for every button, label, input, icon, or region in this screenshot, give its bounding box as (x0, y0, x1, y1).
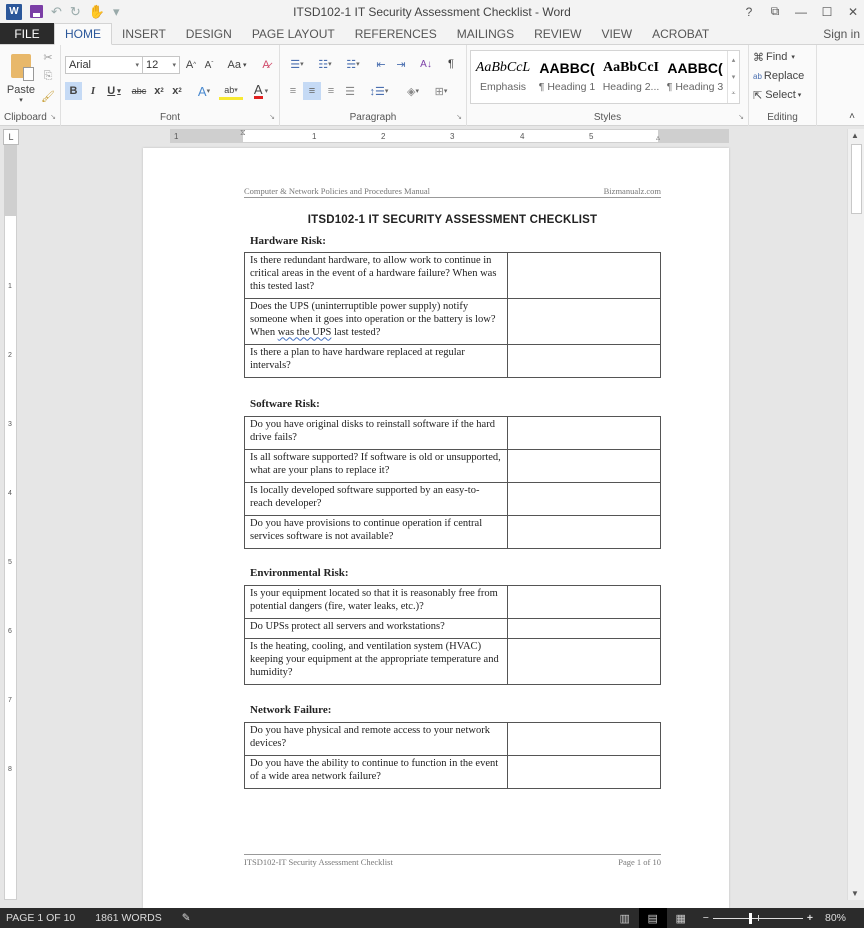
vertical-scrollbar[interactable] (847, 129, 864, 900)
zoom-in-icon[interactable]: + (806, 912, 813, 924)
network-failure-table (244, 722, 661, 789)
word-count[interactable]: 1861 WORDS (95, 912, 162, 924)
table-row: Is there redundant hardware, to allow work to continue in critical areas in the event of a hardware failure? When was this tested last? (245, 253, 661, 299)
section-heading-hardware: Hardware Risk: (250, 235, 326, 247)
hardware-risk-table (244, 252, 661, 378)
answer-cell[interactable] (508, 483, 661, 516)
section-heading-environmental: Environmental Risk: (250, 567, 349, 579)
font-size-select[interactable]: 12 ▾ (142, 56, 180, 74)
quick-access-toolbar (0, 0, 120, 23)
style-emphasis[interactable]: AaBbCcL Emphasis (475, 60, 531, 93)
answer-cell[interactable] (508, 639, 661, 685)
binoculars-icon: ⌘ (753, 51, 764, 64)
document-title: ITSD102-1 IT SECURITY ASSESSMENT CHECKLIST (307, 214, 598, 226)
align-center-icon[interactable]: ≡ (303, 82, 321, 100)
web-layout-icon[interactable]: ▦ (675, 912, 686, 925)
title-bar (0, 0, 864, 23)
multilevel-list-icon[interactable]: ☵ ▾ (346, 58, 360, 71)
minimize-button[interactable]: — (795, 4, 807, 19)
answer-cell[interactable] (508, 345, 661, 378)
format-painter-icon[interactable]: 🖌 (41, 90, 55, 103)
align-right-icon[interactable]: ≡ (327, 85, 335, 97)
clipboard-group (0, 45, 61, 126)
change-case-button[interactable]: Aa ▾ (227, 59, 247, 71)
document-page[interactable] (143, 148, 729, 908)
table-row: Do you have the ability to continue to function in the event of a wide area network failure? (245, 756, 661, 789)
bold-button[interactable]: B (65, 82, 82, 100)
redo-icon[interactable]: ↻ (69, 3, 81, 19)
answer-cell[interactable] (508, 619, 661, 639)
align-left-icon[interactable]: ≡ (289, 85, 297, 97)
answer-cell[interactable] (508, 723, 661, 756)
strikethrough-button[interactable]: abc (131, 86, 147, 96)
line-spacing-icon[interactable]: ↕☰ ▾ (369, 85, 389, 98)
style-heading-3[interactable]: AABBC( ¶ Heading 3 (666, 60, 724, 93)
paste-button[interactable]: Paste ▾ (6, 49, 36, 109)
zoom-slider[interactable] (703, 912, 813, 924)
page-header: Computer & Network Policies and Procedures Manual Bizmanualz.com (244, 186, 661, 196)
read-mode-icon[interactable]: ▥ (619, 912, 630, 925)
table-row: Is there a plan to have hardware replaced at regular intervals? (245, 345, 661, 378)
answer-cell[interactable] (508, 756, 661, 789)
paragraph-group (280, 45, 467, 126)
clear-formatting-icon[interactable]: A̷ (262, 59, 270, 71)
tab-design[interactable]: DESIGN (185, 26, 232, 41)
style-heading-2[interactable]: AaBbCcI Heading 2... (602, 60, 660, 93)
table-row: Do you have provisions to continue operation if central services software is not available? (245, 516, 661, 549)
justify-icon[interactable]: ☰ (345, 85, 355, 98)
answer-cell[interactable] (508, 253, 661, 299)
font-name-select[interactable]: Arial ▾ (65, 56, 143, 74)
scroll-up-icon[interactable]: ▲ (851, 131, 859, 140)
font-launcher-icon[interactable]: ↘ (269, 114, 275, 121)
environmental-risk-table (244, 585, 661, 685)
numbering-icon[interactable]: ☷ ▾ (318, 58, 332, 71)
scroll-down-icon[interactable]: ▼ (851, 889, 859, 898)
text-effects-icon[interactable]: A ▾ (197, 83, 211, 99)
software-risk-table (244, 416, 661, 549)
select-button[interactable]: ⇱ Select ▾ (753, 89, 802, 102)
styles-scroll[interactable] (727, 51, 739, 103)
table-row: Do you have original disks to reinstall software if the hard drive fails? (245, 417, 661, 450)
answer-cell[interactable] (508, 450, 661, 483)
cut-icon[interactable]: ✂ (43, 51, 53, 64)
window-title: ITSD102-1 IT Security Assessment Checklist - Word (293, 5, 571, 19)
table-row: Is your equipment located so that it is reasonably free from potential dangers (fire, water leaks, etc.)? (245, 586, 661, 619)
tab-insert[interactable]: INSERT (122, 26, 166, 41)
shrink-font-icon[interactable]: A ˇ (204, 59, 214, 71)
italic-button[interactable]: I (90, 85, 96, 97)
increase-indent-icon[interactable]: ⇥ (396, 58, 406, 71)
paragraph-launcher-icon[interactable]: ↘ (456, 114, 462, 121)
maximize-button[interactable]: ☐ (821, 4, 833, 19)
tab-mailings[interactable]: MAILINGS (456, 26, 515, 41)
font-color-icon[interactable]: A ▾ (253, 81, 269, 97)
table-row: Do you have physical and remote access to your network devices? (245, 723, 661, 756)
style-heading-1[interactable]: AABBC( ¶ Heading 1 (538, 60, 596, 93)
right-indent-marker-icon[interactable]: ▵ (656, 133, 661, 142)
vertical-ruler[interactable]: 1 2 3 4 5 6 7 8 (4, 145, 17, 900)
tab-view[interactable]: VIEW (601, 26, 633, 41)
proofing-icon[interactable]: ✎ (181, 912, 191, 924)
tab-references[interactable]: REFERENCES (354, 26, 437, 41)
styles-launcher-icon[interactable]: ↘ (738, 114, 744, 121)
table-row: Is the heating, cooling, and ventilation system (HVAC) keeping your equipment at the appropriate temperature and humidity? (245, 639, 661, 685)
print-layout-icon[interactable]: ▤ (639, 908, 667, 928)
font-label: Font (159, 112, 180, 123)
underline-button[interactable]: U ▾ (107, 85, 121, 97)
styles-label: Styles (593, 112, 622, 123)
customize-qat-icon[interactable]: ▾ (113, 3, 120, 19)
tab-acrobat[interactable]: ACROBAT (652, 26, 710, 41)
collapse-ribbon-icon[interactable]: ˄ (849, 110, 855, 122)
page-footer: ITSD102-IT Security Assessment Checklist Page 1 of 10 (244, 854, 661, 867)
styles-down-icon[interactable]: ▾ (731, 73, 736, 81)
help-button[interactable]: ? (745, 4, 753, 19)
window-controls (734, 0, 864, 23)
editing-group (749, 45, 817, 126)
decrease-indent-icon[interactable]: ⇤ (376, 58, 386, 71)
table-row: Is all software supported? If software is old or unsupported, what are your plans to replace it? (245, 450, 661, 483)
touch-mode-icon[interactable]: ✋ (88, 3, 105, 19)
tab-page-layout[interactable]: PAGE LAYOUT (251, 26, 335, 41)
bullets-icon[interactable]: ☰ ▾ (290, 58, 304, 71)
section-heading-network: Network Failure: (250, 704, 332, 716)
page-count[interactable]: PAGE 1 OF 10 (6, 912, 76, 924)
answer-cell[interactable] (508, 299, 661, 345)
sort-icon[interactable]: A↓ (420, 58, 432, 70)
superscript-button[interactable]: x 2 (172, 85, 182, 97)
tab-selector[interactable]: L (3, 129, 19, 145)
tab-home[interactable]: HOME (54, 23, 112, 45)
font-group (61, 45, 280, 126)
tab-review[interactable]: REVIEW (534, 26, 582, 41)
zoom-slider-thumb[interactable] (749, 913, 752, 924)
clipboard-launcher-icon[interactable]: ↘ (50, 114, 56, 121)
shading-icon[interactable]: ◈ ▾ (407, 85, 419, 98)
close-button[interactable]: ✕ (847, 4, 859, 19)
tab-file[interactable]: FILE (0, 23, 54, 44)
table-row: Is locally developed software supported by an easy-to-reach developer? (245, 483, 661, 516)
answer-cell[interactable] (508, 586, 661, 619)
cursor-icon: ⇱ (753, 89, 763, 102)
word-logo-icon[interactable]: W (6, 4, 22, 20)
sign-in-link[interactable]: Sign in (823, 27, 860, 41)
copy-icon[interactable]: ⎘ (43, 69, 53, 82)
zoom-level[interactable]: 80% (824, 912, 846, 924)
ribbon (0, 45, 864, 126)
save-icon[interactable] (30, 5, 43, 18)
subscript-button[interactable]: x 2 (154, 85, 164, 97)
section-heading-software: Software Risk: (250, 398, 320, 410)
clipboard-label: Clipboard (4, 112, 47, 123)
clipboard-icon (11, 54, 31, 78)
show-formatting-marks-icon[interactable]: ¶ (448, 58, 454, 70)
status-bar (0, 908, 864, 928)
replace-icon: ab (753, 71, 762, 81)
scrollbar-thumb[interactable] (851, 144, 862, 214)
find-button[interactable]: ⌘ Find ▾ (753, 51, 795, 64)
horizontal-ruler[interactable]: 1 1 2 3 4 5 ⧖ ▵ (170, 129, 729, 143)
highlight-color-icon[interactable]: ab ▾ (219, 82, 243, 100)
grow-font-icon[interactable]: A ^ (185, 59, 197, 71)
styles-up-icon[interactable]: ▴ (731, 56, 736, 64)
table-row: Does the UPS (uninterruptible power supply) notify someone when it goes into operation or the battery is low? When was the UPS last tested? (245, 299, 661, 345)
styles-gallery (470, 50, 740, 104)
answer-cell[interactable] (508, 417, 661, 450)
borders-icon[interactable]: ⊞ ▾ (434, 85, 448, 98)
styles-more-icon[interactable]: ⩡ (731, 90, 736, 98)
answer-cell[interactable] (508, 516, 661, 549)
indent-marker-icon[interactable]: ⧖ (240, 128, 246, 137)
undo-icon[interactable]: ↶ (51, 3, 62, 19)
zoom-out-icon[interactable]: − (702, 912, 709, 924)
table-row: Do UPSs protect all servers and workstations? (245, 619, 661, 639)
replace-button[interactable]: ab Replace (753, 70, 805, 82)
paragraph-label: Paragraph (349, 112, 397, 123)
ribbon-display-options-button[interactable]: ⧉ (770, 4, 780, 18)
ribbon-tabs (0, 23, 864, 45)
editing-label: Editing (767, 112, 798, 123)
